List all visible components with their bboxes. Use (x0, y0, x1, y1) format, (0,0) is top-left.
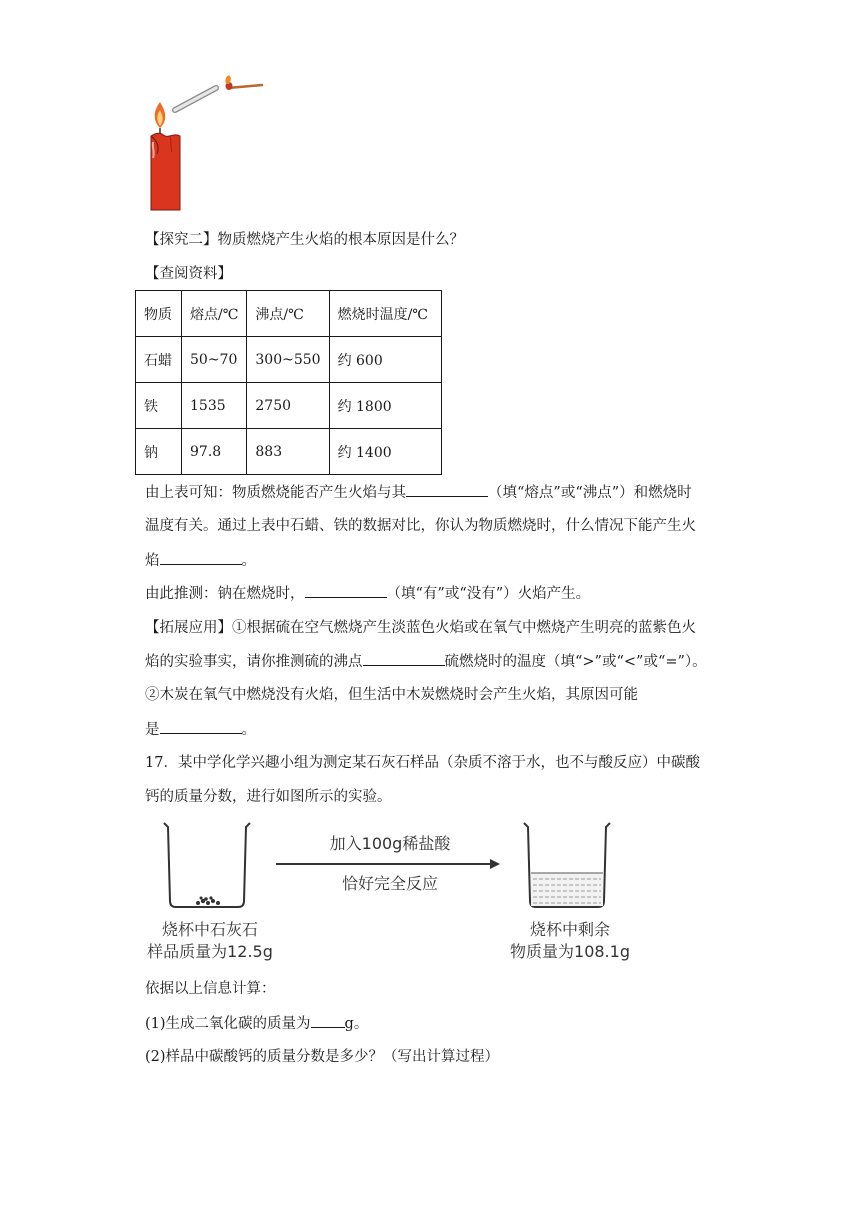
arrow-icon (490, 859, 500, 869)
answer-blank[interactable] (160, 550, 242, 565)
sub-question-2: (2)样品中碳酸钙的质量分数是多少？（写出计算过程） (145, 1049, 500, 1065)
table-cell: 铁 (136, 383, 182, 429)
table-header-row (136, 291, 442, 337)
table-cell: 883 (247, 429, 329, 475)
limestone-sample-icon (196, 896, 220, 905)
answer-blank[interactable] (160, 719, 242, 734)
answer-blank[interactable] (406, 482, 488, 497)
left-beaker-label: 烧杯中石灰石 样品质量为12.5g (147, 920, 273, 961)
arrow-top-label: 加入100g稀盐酸 (329, 834, 451, 853)
analysis-line-4: 由此推测：钠在燃烧时， （填“有”或“没有”）火焰产生。 (145, 583, 590, 604)
sub-question-1: (1)生成二氧化碳的质量为 g。 (145, 1013, 368, 1034)
experiment-figure (140, 815, 620, 915)
right-beaker-label: 烧杯中剩余 物质量为108.1g (510, 920, 630, 961)
analysis-line-2: 温度有关。通过上表中石蜡、铁的数据对比，你认为物质燃烧时，什么情况下能产生火 (145, 518, 696, 534)
table-header-cell: 物质 (136, 291, 182, 337)
extension-line-2: 焰的实验事实，请你推测硫的沸点 硫燃烧时的温度（填“>”或“<”或“=”）。 (145, 651, 707, 672)
table-cell: 1535 (182, 383, 247, 429)
table-cell: 97.8 (182, 429, 247, 475)
table-row (136, 383, 442, 429)
table-cell: 约 600 (329, 337, 441, 383)
extension-line-1: 【拓展应用】①根据硫在空气燃烧产生淡蓝色火焰或在氧气中燃烧产生明亮的蓝紫色火 (145, 620, 696, 636)
reference-heading: 【查阅资料】 (145, 266, 232, 282)
answer-blank[interactable] (363, 651, 445, 666)
answer-blank[interactable] (311, 1013, 345, 1028)
table-cell: 50~70 (182, 337, 247, 383)
question-17-line-1: 17．某中学化学兴趣小组为测定某石灰石样品（杂质不溶于水，也不与酸反应）中碳酸 (145, 755, 700, 771)
table-cell: 约 1800 (329, 383, 441, 429)
calc-heading: 依据以上信息计算： (145, 981, 276, 997)
table-cell: 钠 (136, 429, 182, 475)
extension-line-3: ②木炭在氧气中燃烧没有火焰，但生活中木炭燃烧时会产生火焰，其原因可能 (145, 687, 638, 703)
properties-table (135, 290, 442, 475)
question-17-line-2: 钙的质量分数，进行如图所示的实验。 (145, 789, 392, 805)
extension-line-4: 是 。 (145, 719, 256, 740)
table-row (136, 337, 442, 383)
table-cell: 石蜡 (136, 337, 182, 383)
section-title: 【探究二】物质燃烧产生火焰的根本原因是什么？ (145, 232, 464, 248)
table-cell: 约 1400 (329, 429, 441, 475)
candle-illustration (140, 70, 270, 215)
table-header-cell: 沸点/℃ (247, 291, 329, 337)
table-header-cell: 燃烧时温度/℃ (329, 291, 441, 337)
analysis-line-3: 焰 。 (145, 550, 256, 571)
arrow-bottom-label: 恰好完全反应 (341, 874, 438, 893)
table-row (136, 429, 442, 475)
table-header-cell: 熔点/℃ (182, 291, 247, 337)
analysis-line-1: 由上表可知：物质燃烧能否产生火焰与其 （填“熔点”或“沸点”）和燃烧时 (145, 482, 692, 503)
answer-blank[interactable] (305, 583, 387, 598)
table-cell: 300~550 (247, 337, 329, 383)
table-cell: 2750 (247, 383, 329, 429)
